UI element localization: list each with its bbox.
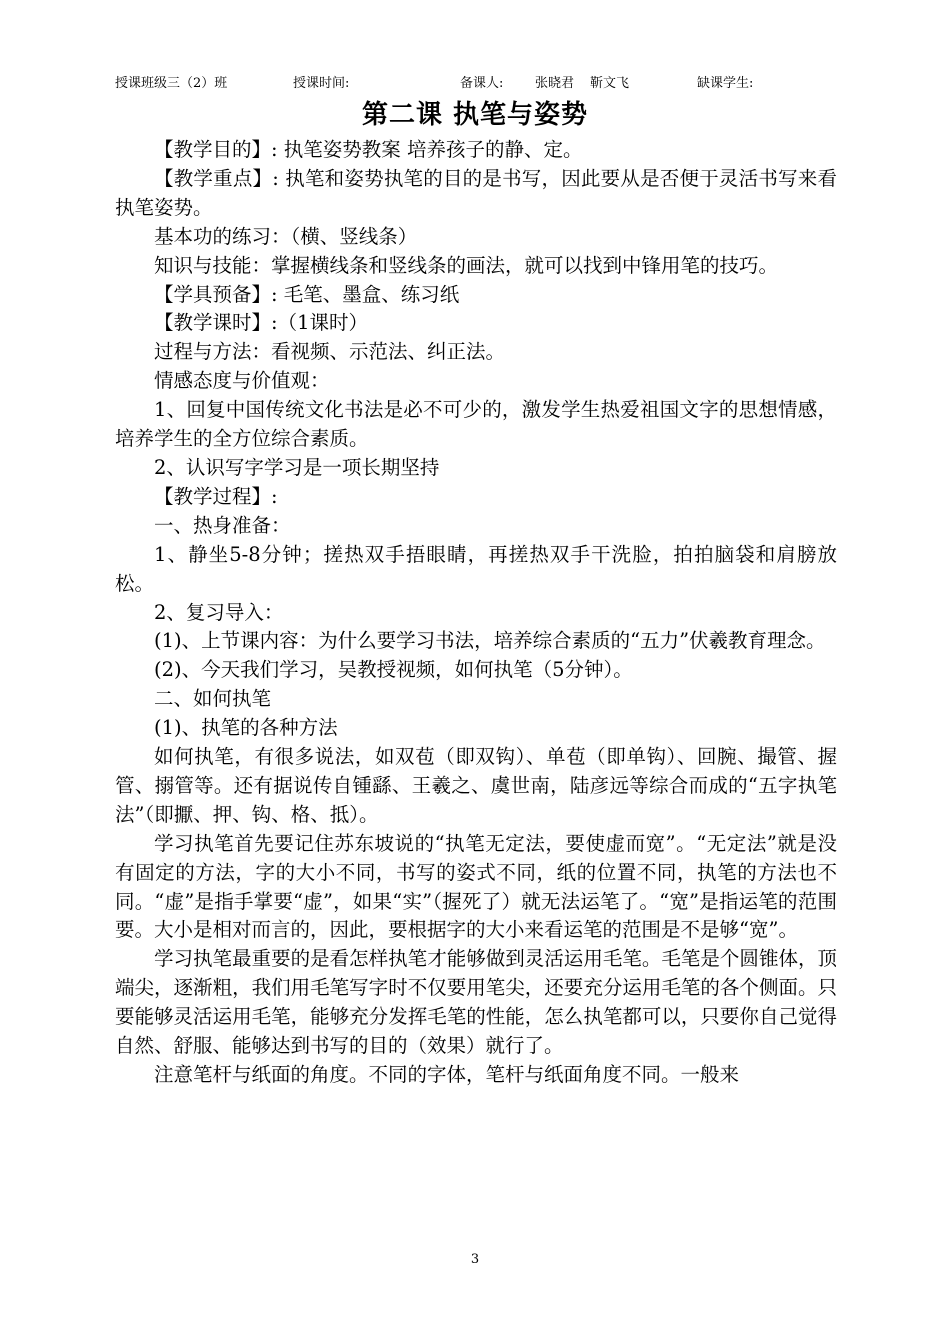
class-label: 授课班级三（2）班 <box>115 76 228 91</box>
document-body <box>115 136 837 1090</box>
paragraph: 【教学目的】: 执笔姿势教案 培养孩子的静、定。 <box>154 138 583 161</box>
paragraph: 2、复习导入： <box>154 600 284 624</box>
paragraph: 过程与方法：看视频、示范法、纠正法。 <box>154 340 506 364</box>
paragraph: (2)、今天我们学习，吴教授视频，如何执笔（5分钟）。 <box>154 658 633 682</box>
paragraph: 二、如何执笔 <box>154 687 272 711</box>
paragraph: 学习执笔最重要的是看怎样执笔才能够做到灵活运用毛笔。毛笔是个圆锥体，顶端尖，逐渐粗，我们用毛笔写字时不仅要用笔尖，还要充分运用毛笔的各个侧面。只要能够灵活运用毛笔，能够充分发挥毛笔的性能，怎么执笔都可以，只要你自己觉得自然、舒服、能够达到书写的目的（效果）就行了。 <box>115 947 837 1058</box>
absent-students-label: 缺课学生: <box>697 76 754 91</box>
paragraph: 【教学重点】: 执笔和姿势执笔的目的是书写，因此要从是否便于灵活书写来看执笔姿势。 <box>115 166 837 219</box>
paragraph: (1)、上节课内容：为什么要学习书法，培养综合素质的“五力”伏羲教育理念。 <box>154 629 826 653</box>
paragraph: 如何执笔，有很多说法，如双苞（即双钩）、单苞（即单钩）、回腕、撮管、握管、搦管等。还有据说传自锺繇、王羲之、虞世南，陆彦远等综合而成的“五字执笔法”（即擫、押、钩、格、抵）。 <box>115 745 837 826</box>
paragraph: 知识与技能：掌握横线条和竖线条的画法，就可以找到中锋用笔的技巧。 <box>154 253 779 277</box>
paragraph: 学习执笔首先要记住苏东坡说的“执笔无定法，要使虚而宽”。“无定法”就是没有固定的方法，字的大小不同，书写的姿式不同，纸的位置不同，执笔的方法也不同。“虚”是指手掌要“虚”，如果“实”（握死了）就无法运笔了。“宽”是指运笔的范围要。大小是相对而言的，因此，要根据字的大小来看运笔的范围是不是够“宽”。 <box>115 831 837 942</box>
page-number: 3 <box>470 1252 480 1267</box>
paragraph: 基本功的练习：（横、竖线条） <box>154 224 418 248</box>
preparer-label: 备课人: <box>460 76 504 91</box>
paragraph: 【教学课时】:（1课时） <box>154 311 368 335</box>
preparer-name: 靳文飞 <box>590 76 630 91</box>
time-label: 授课时间: <box>293 76 350 91</box>
paragraph: 情感态度与价值观： <box>154 369 330 393</box>
page-title: 第二课 执笔与姿势 <box>361 100 589 130</box>
paragraph: 注意笔杆与纸面的角度。不同的字体，笔杆与纸面角度不同。一般来 <box>154 1063 740 1086</box>
paragraph: 2、认识写字学习是一项长期坚持 <box>154 455 440 479</box>
paragraph: 1、回复中国传统文化书法是必不可少的，激发学生热爱祖国文字的思想情感，培养学生的全方位综合素质。 <box>115 398 837 451</box>
paragraph: 【学具预备】: 毛笔、墨盒、练习纸 <box>154 282 460 306</box>
paragraph: 一、热身准备： <box>154 513 291 537</box>
preparer-name: 张晓君 <box>535 76 575 91</box>
paragraph: (1)、执笔的各种方法 <box>154 716 338 740</box>
paragraph: 1、静坐5-8分钟；搓热双手捂眼睛，再搓热双手干洗脸，拍拍脑袋和肩膀放松。 <box>115 542 837 595</box>
paragraph: 【教学过程】: <box>154 484 278 508</box>
lesson-header <box>0 72 950 92</box>
